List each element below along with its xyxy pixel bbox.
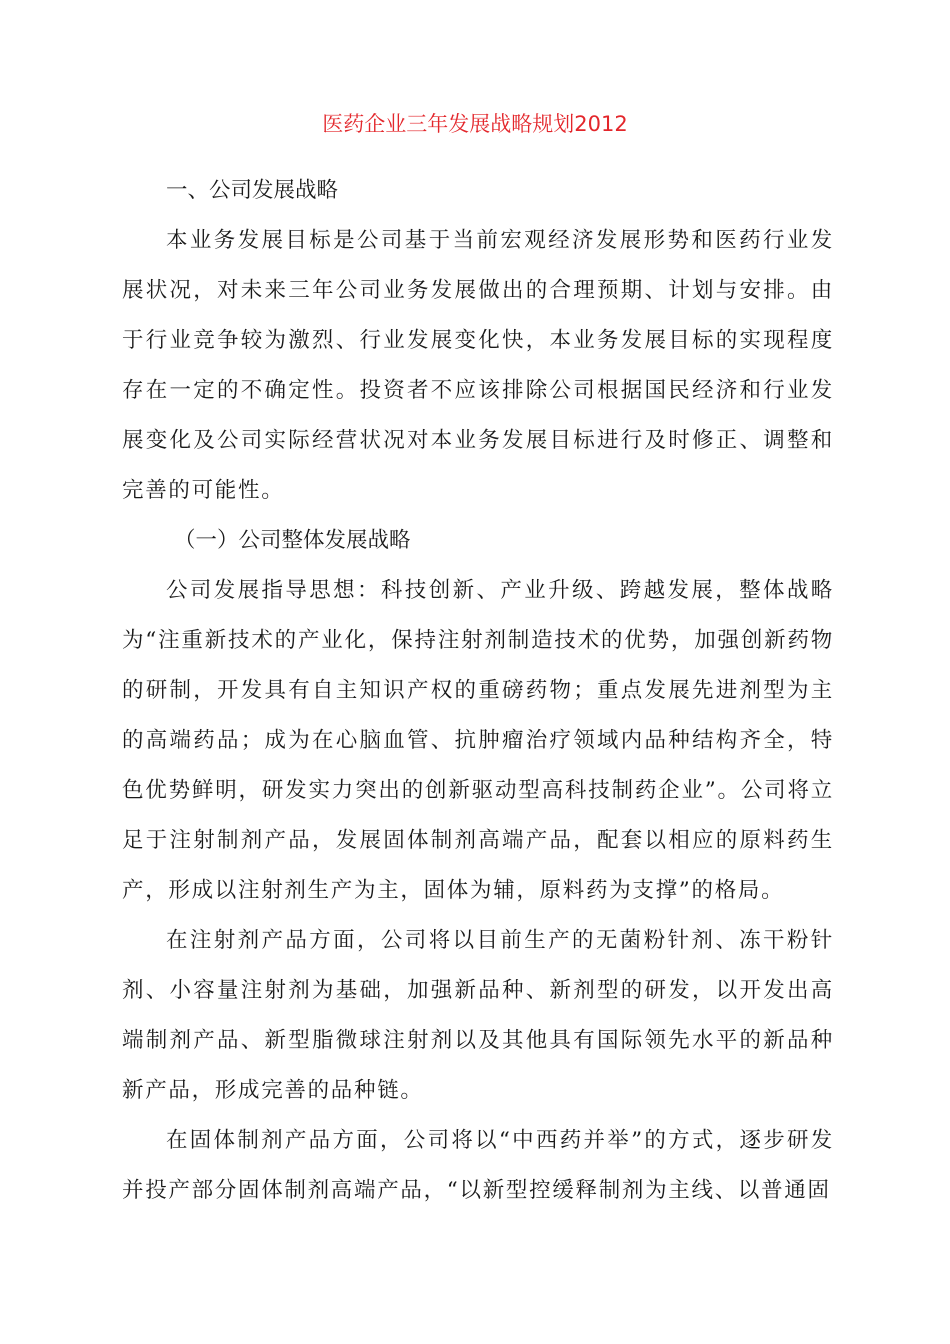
- paragraph-2: 公司发展指导思想：科技创新、产业升级、跨越发展，整体战略为“注重新技术的产业化，保持注射剂制造技术的优势，加强创新药物的研制，开发具有自主知识产权的重磅药物；重点发展先进剂型为主的高端药品；成为在心脑血管、抗肿瘤治疗领域内品种结构齐全，特色优势鲜明，研发实力突出的创新驱动型高科技制药企业”。公司将立足于注射制剂产品，发展固体制剂高端产品，配套以相应的原料药生产，形成以注射剂生产为主，固体为辅，原料药为支撑”的格局。: [122, 578, 834, 903]
- paragraph-1: 本业务发展目标是公司基于当前宏观经济发展形势和医药行业发展状况，对未来三年公司业务发展做出的合理预期、计划与安排。由于行业竞争较为激烈、行业发展变化快，本业务发展目标的实现程度存在一定的不确定性。投资者不应该排除公司根据国民经济和行业发展变化及公司实际经营状况对本业务发展目标进行及时修正、调整和完善的可能性。: [122, 228, 834, 503]
- paragraph-4: 在固体制剂产品方面，公司将以“中西药并举”的方式，逐步研发并投产部分固体制剂高端产品，“以新型控缓释制剂为主线、以普通固: [122, 1128, 834, 1203]
- subsection-heading-1: （一）公司整体发展战略: [174, 528, 411, 553]
- document-body: [122, 166, 834, 1216]
- section-heading-1: 一、公司发展战略: [166, 178, 339, 203]
- document-title: 医药企业三年发展战略规划2012: [322, 112, 628, 136]
- paragraph-3: 在注射剂产品方面，公司将以目前生产的无菌粉针剂、冻干粉针剂、小容量注射剂为基础，加强新品种、新剂型的研发，以开发出高端制剂产品、新型脂微球注射剂以及其他具有国际领先水平的新品种新产品，形成完善的品种链。: [122, 928, 834, 1103]
